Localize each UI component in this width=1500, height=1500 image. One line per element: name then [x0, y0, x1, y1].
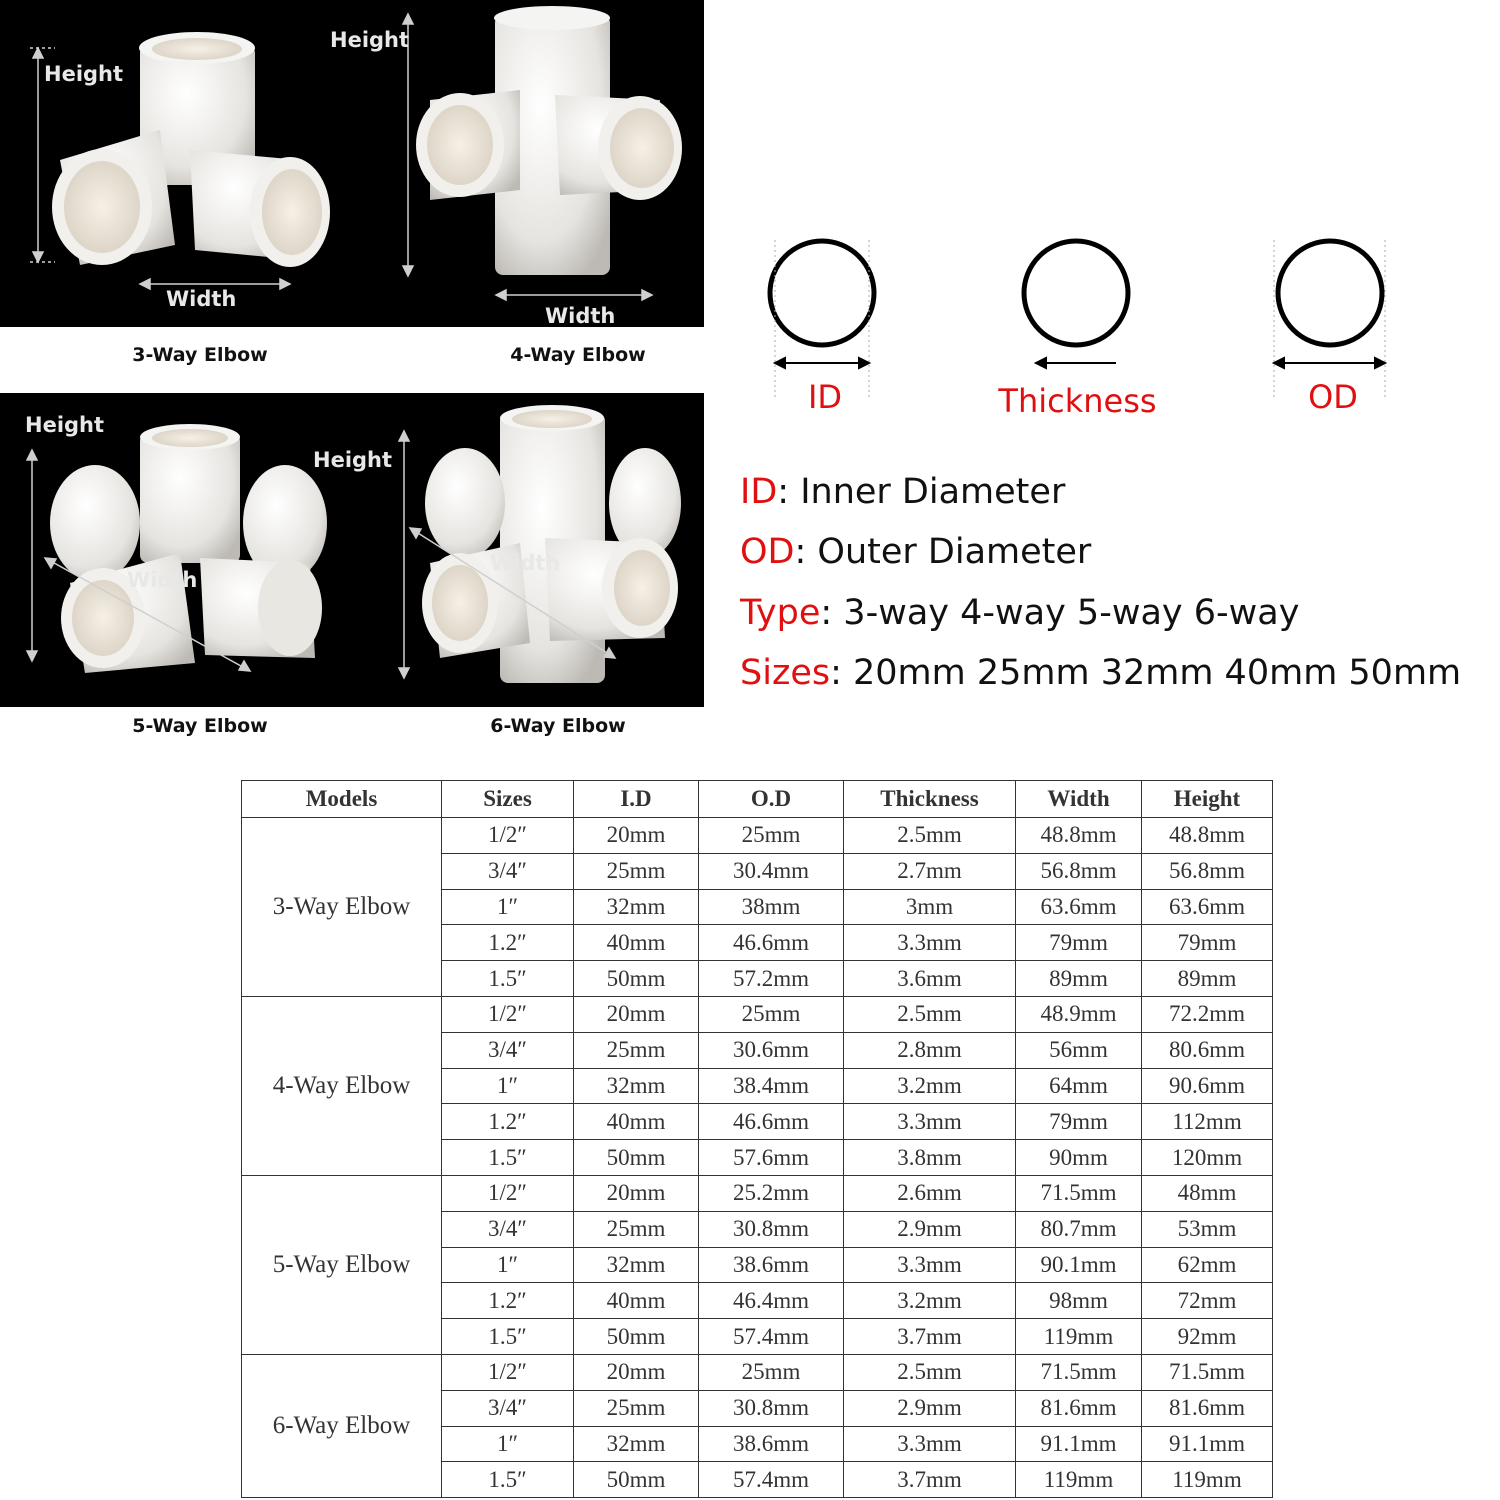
inner-diameter-cell: 50mm: [574, 1462, 699, 1498]
inner-diameter-cell: 20mm: [574, 1175, 699, 1211]
thickness-cell: 2.7mm: [844, 853, 1016, 889]
ring-label-thickness: Thickness: [998, 382, 1157, 420]
size-cell: 1.5″: [442, 961, 574, 997]
thickness-cell: 2.9mm: [844, 1390, 1016, 1426]
height-cell: 79mm: [1142, 925, 1273, 961]
size-cell: 1″: [442, 1426, 574, 1462]
width-cell: 56mm: [1016, 1032, 1142, 1068]
outer-diameter-cell: 46.4mm: [699, 1283, 844, 1319]
height-cell: 56.8mm: [1142, 853, 1273, 889]
inner-diameter-cell: 20mm: [574, 1354, 699, 1390]
inner-diameter-cell: 20mm: [574, 996, 699, 1032]
table-row: [242, 1175, 1273, 1211]
width-cell: 91.1mm: [1016, 1426, 1142, 1462]
height-cell: 48mm: [1142, 1175, 1273, 1211]
size-cell: 1″: [442, 889, 574, 925]
col-header-thickness: Thickness: [844, 781, 1016, 818]
inner-diameter-cell: 40mm: [574, 1104, 699, 1140]
size-cell: 1.5″: [442, 1140, 574, 1176]
size-cell: 1.2″: [442, 1283, 574, 1319]
outer-diameter-cell: 57.2mm: [699, 961, 844, 997]
inner-diameter-cell: 25mm: [574, 1032, 699, 1068]
model-cell: 4-Way Elbow: [242, 996, 442, 1175]
photo-panel-bottom: [0, 393, 704, 707]
height-cell: 112mm: [1142, 1104, 1273, 1140]
caption-5way: 5-Way Elbow: [132, 715, 268, 737]
thickness-cell: 3.7mm: [844, 1462, 1016, 1498]
size-cell: 3/4″: [442, 853, 574, 889]
size-cell: 1.2″: [442, 1104, 574, 1140]
five-way-elbow-image: [50, 424, 327, 673]
height-label-3way: Height: [44, 62, 124, 86]
thickness-cell: 2.5mm: [844, 818, 1016, 854]
height-cell: 62mm: [1142, 1247, 1273, 1283]
thickness-cell: 3.2mm: [844, 1283, 1016, 1319]
legend-value: : 20mm 25mm 32mm 40mm 50mm: [830, 653, 1462, 693]
thickness-cell: 3.6mm: [844, 961, 1016, 997]
caption-4way: 4-Way Elbow: [510, 344, 646, 366]
legend-id: [740, 472, 1065, 512]
inner-diameter-cell: 25mm: [574, 1390, 699, 1426]
inner-diameter-cell: 25mm: [574, 853, 699, 889]
col-header-od: O.D: [699, 781, 844, 818]
inner-diameter-cell: 50mm: [574, 1319, 699, 1355]
thickness-cell: 3.8mm: [844, 1140, 1016, 1176]
width-cell: 81.6mm: [1016, 1390, 1142, 1426]
height-cell: 90.6mm: [1142, 1068, 1273, 1104]
size-cell: 1/2″: [442, 996, 574, 1032]
outer-diameter-cell: 38.6mm: [699, 1426, 844, 1462]
height-label-5way: Height: [25, 413, 105, 437]
outer-diameter-cell: 38.4mm: [699, 1068, 844, 1104]
table-row: [242, 1354, 1273, 1390]
width-cell: 56.8mm: [1016, 853, 1142, 889]
spec-table-body: [242, 818, 1273, 1498]
size-cell: 1″: [442, 1068, 574, 1104]
thickness-cell: 3.3mm: [844, 1426, 1016, 1462]
outer-diameter-cell: 46.6mm: [699, 925, 844, 961]
outer-diameter-cell: 57.6mm: [699, 1140, 844, 1176]
thickness-cell: 3.2mm: [844, 1068, 1016, 1104]
legend-value: : Outer Diameter: [794, 532, 1092, 572]
height-cell: 63.6mm: [1142, 889, 1273, 925]
ring-thickness: [1024, 241, 1128, 345]
size-cell: 1/2″: [442, 818, 574, 854]
legend-key: Sizes: [740, 653, 831, 693]
thickness-cell: 3mm: [844, 889, 1016, 925]
height-cell: 53mm: [1142, 1211, 1273, 1247]
width-label-3way: Width: [166, 287, 237, 311]
outer-diameter-cell: 25.2mm: [699, 1175, 844, 1211]
size-cell: 1/2″: [442, 1175, 574, 1211]
height-cell: 89mm: [1142, 961, 1273, 997]
outer-diameter-cell: 30.8mm: [699, 1390, 844, 1426]
thickness-cell: 3.3mm: [844, 1104, 1016, 1140]
inner-diameter-cell: 32mm: [574, 1068, 699, 1104]
outer-diameter-cell: 38mm: [699, 889, 844, 925]
width-cell: 90.1mm: [1016, 1247, 1142, 1283]
outer-diameter-cell: 38.6mm: [699, 1247, 844, 1283]
inner-diameter-cell: 32mm: [574, 1426, 699, 1462]
inner-diameter-cell: 32mm: [574, 889, 699, 925]
width-cell: 71.5mm: [1016, 1354, 1142, 1390]
width-cell: 79mm: [1016, 1104, 1142, 1140]
size-cell: 1.2″: [442, 925, 574, 961]
ring-od: [1278, 241, 1382, 345]
size-cell: 3/4″: [442, 1390, 574, 1426]
outer-diameter-cell: 30.6mm: [699, 1032, 844, 1068]
width-cell: 80.7mm: [1016, 1211, 1142, 1247]
model-cell: 5-Way Elbow: [242, 1175, 442, 1354]
model-cell: 3-Way Elbow: [242, 818, 442, 997]
width-cell: 48.8mm: [1016, 818, 1142, 854]
width-label-4way: Width: [545, 304, 616, 327]
table-row: [242, 818, 1273, 854]
height-cell: 71.5mm: [1142, 1354, 1273, 1390]
photo-panel-top: [0, 0, 704, 327]
legend-value: : Inner Diameter: [777, 472, 1066, 512]
width-label-5way: Width: [127, 568, 198, 592]
height-cell: 72.2mm: [1142, 996, 1273, 1032]
inner-diameter-cell: 25mm: [574, 1211, 699, 1247]
thickness-cell: 2.8mm: [844, 1032, 1016, 1068]
four-way-elbow-image: [416, 6, 682, 275]
outer-diameter-cell: 25mm: [699, 1354, 844, 1390]
spec-table: [241, 780, 1273, 1498]
outer-diameter-cell: 57.4mm: [699, 1462, 844, 1498]
ring-label-id: ID: [807, 378, 843, 416]
outer-diameter-cell: 46.6mm: [699, 1104, 844, 1140]
thickness-cell: 2.5mm: [844, 1354, 1016, 1390]
thickness-cell: 3.7mm: [844, 1319, 1016, 1355]
outer-diameter-cell: 30.8mm: [699, 1211, 844, 1247]
ring-label-od: OD: [1308, 378, 1358, 416]
height-cell: 72mm: [1142, 1283, 1273, 1319]
legend-key: ID: [740, 472, 778, 512]
six-way-elbow-image: [422, 405, 681, 683]
inner-diameter-cell: 20mm: [574, 818, 699, 854]
height-label-4way: Height: [330, 28, 410, 52]
height-cell: 91.1mm: [1142, 1426, 1273, 1462]
size-cell: 1.5″: [442, 1462, 574, 1498]
outer-diameter-cell: 25mm: [699, 818, 844, 854]
height-cell: 119mm: [1142, 1462, 1273, 1498]
thickness-cell: 2.5mm: [844, 996, 1016, 1032]
inner-diameter-cell: 50mm: [574, 1140, 699, 1176]
width-cell: 119mm: [1016, 1319, 1142, 1355]
width-cell: 89mm: [1016, 961, 1142, 997]
outer-diameter-cell: 25mm: [699, 996, 844, 1032]
outer-diameter-cell: 30.4mm: [699, 853, 844, 889]
height-label-6way: Height: [313, 448, 393, 472]
width-cell: 48.9mm: [1016, 996, 1142, 1032]
legend-key: OD: [740, 532, 795, 572]
height-cell: 120mm: [1142, 1140, 1273, 1176]
legend-od: [740, 532, 1091, 572]
col-header-models: Models: [242, 781, 442, 818]
legend-value: : 3-way 4-way 5-way 6-way: [820, 593, 1300, 633]
model-cell: 6-Way Elbow: [242, 1354, 442, 1497]
width-cell: 71.5mm: [1016, 1175, 1142, 1211]
thickness-cell: 3.3mm: [844, 1247, 1016, 1283]
col-header-height: Height: [1142, 781, 1273, 818]
col-header-id: I.D: [574, 781, 699, 818]
thickness-cell: 2.9mm: [844, 1211, 1016, 1247]
height-cell: 92mm: [1142, 1319, 1273, 1355]
size-cell: 1″: [442, 1247, 574, 1283]
inner-diameter-cell: 40mm: [574, 925, 699, 961]
legend-type: [740, 593, 1299, 633]
fittings-illustration-bottom: [0, 393, 704, 707]
width-cell: 79mm: [1016, 925, 1142, 961]
size-cell: 3/4″: [442, 1032, 574, 1068]
width-label-6way: Width: [490, 551, 561, 575]
col-header-sizes: Sizes: [442, 781, 574, 818]
size-cell: 1/2″: [442, 1354, 574, 1390]
table-header-row: [242, 781, 1273, 818]
inner-diameter-cell: 40mm: [574, 1283, 699, 1319]
inner-diameter-cell: 50mm: [574, 961, 699, 997]
width-cell: 90mm: [1016, 1140, 1142, 1176]
ring-id: [770, 241, 874, 345]
table-row: [242, 996, 1273, 1032]
col-header-width: Width: [1016, 781, 1142, 818]
caption-3way: 3-Way Elbow: [132, 344, 268, 366]
height-cell: 81.6mm: [1142, 1390, 1273, 1426]
inner-diameter-cell: 32mm: [574, 1247, 699, 1283]
size-cell: 1.5″: [442, 1319, 574, 1355]
thickness-cell: 3.3mm: [844, 925, 1016, 961]
legend-key: Type: [740, 593, 821, 633]
width-cell: 64mm: [1016, 1068, 1142, 1104]
outer-diameter-cell: 57.4mm: [699, 1319, 844, 1355]
height-cell: 80.6mm: [1142, 1032, 1273, 1068]
height-cell: 48.8mm: [1142, 818, 1273, 854]
size-cell: 3/4″: [442, 1211, 574, 1247]
width-cell: 63.6mm: [1016, 889, 1142, 925]
caption-6way: 6-Way Elbow: [490, 715, 626, 737]
width-cell: 119mm: [1016, 1462, 1142, 1498]
legend-sizes: [740, 653, 1461, 693]
thickness-cell: 2.6mm: [844, 1175, 1016, 1211]
width-cell: 98mm: [1016, 1283, 1142, 1319]
